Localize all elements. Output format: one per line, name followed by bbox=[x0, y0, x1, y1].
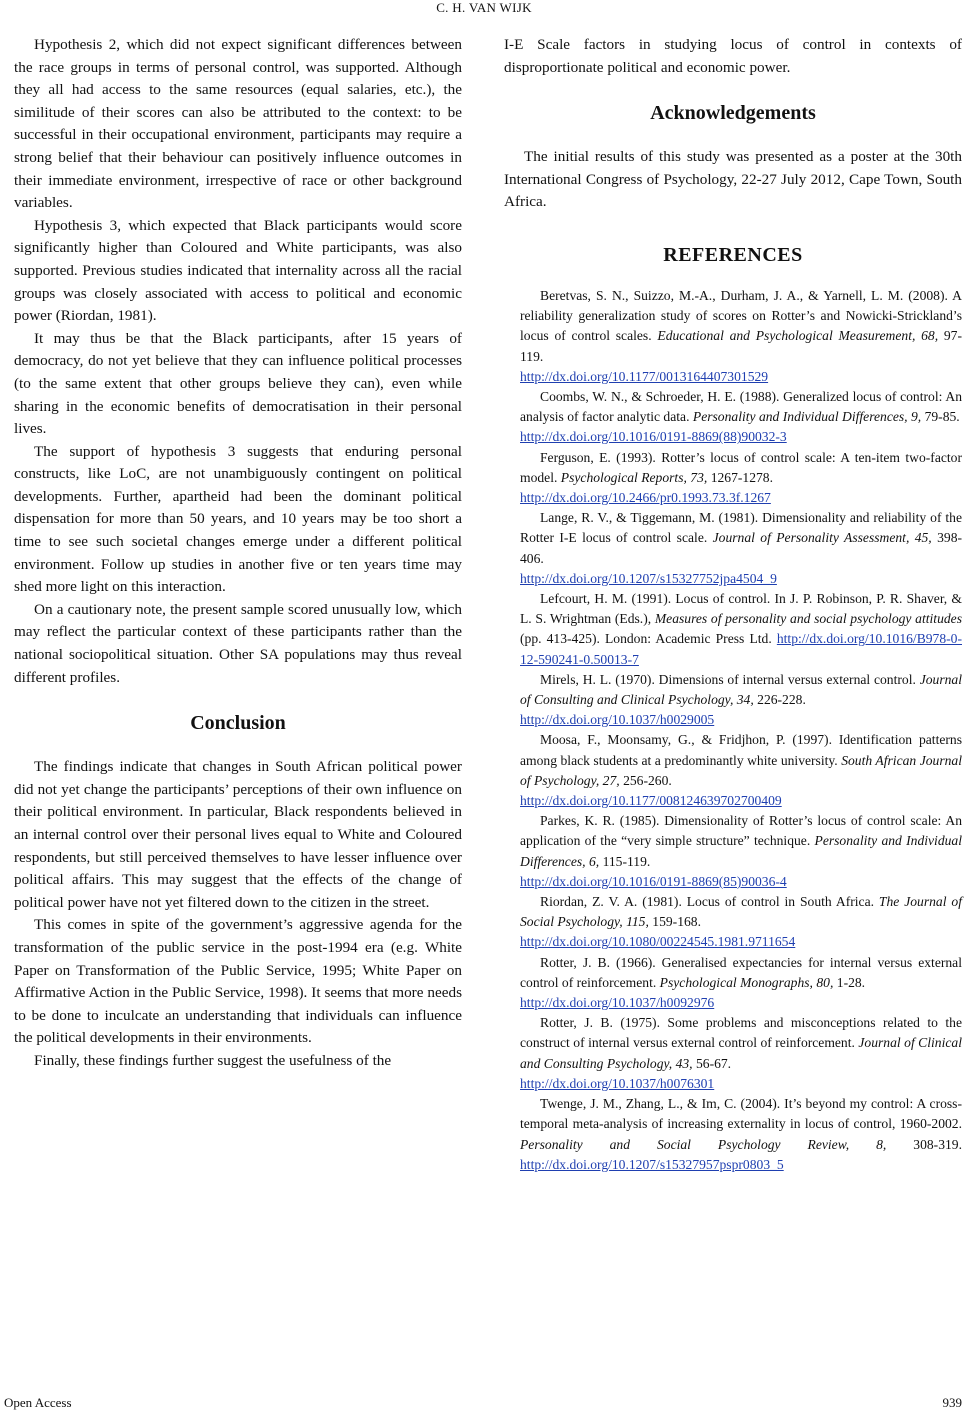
reference-pages: 1267-1278. bbox=[710, 469, 774, 485]
footer-open-access: Open Access bbox=[4, 1395, 72, 1410]
page-number: 939 bbox=[942, 1395, 962, 1410]
reference-pages: 308-319. bbox=[913, 1136, 962, 1152]
doi-link[interactable]: http://dx.doi.org/10.1016/B978-0-12-590241-0.50013-7 bbox=[520, 631, 962, 667]
reference-journal: Educational and Psychological Measurement, 68, bbox=[657, 328, 939, 344]
reference-journal: Measures of personality and social psychology attitudes bbox=[654, 611, 962, 627]
reference-journal: Journal of Consulting and Clinical Psychology, 34, bbox=[520, 671, 962, 708]
doi-link[interactable]: http://dx.doi.org/10.1016/0191-8869(85)90036-4 bbox=[520, 873, 787, 889]
reference-pages: 398-406. bbox=[520, 530, 963, 566]
reference-item bbox=[504, 953, 962, 1014]
doi-link[interactable]: http://dx.doi.org/10.1177/0013164407301529 bbox=[520, 368, 769, 384]
reference-journal: Journal of Personality Assessment, 45, bbox=[712, 530, 932, 546]
reference-item bbox=[504, 1094, 962, 1175]
running-head: C. H. VAN WIJK bbox=[436, 0, 532, 15]
reference-item bbox=[504, 448, 962, 509]
reference-item bbox=[504, 1013, 962, 1094]
conclusion-paragraph: The findings indicate that changes in South African political power did not yet change the participants’ perceptions of their own influence on their political environment. In particular, Black respondents believed in an internal control over their personal lives equal to White and Coloured respondents, but still perceived themselves to have lesser influence over political affairs. This may suggest that the effects of the change of political power have not yet filtered down to the citizen in the street. bbox=[14, 758, 462, 911]
reference-pages: (pp. 413-425). London: Academic Press Ltd. bbox=[520, 631, 772, 647]
reference-item bbox=[504, 892, 962, 953]
reference-journal: Journal of Clinical and Consulting Psychology, 43, bbox=[520, 1035, 962, 1071]
reference-authors-title: Rotter, J. B. (1975). Some problems and misconceptions related to the construct of internal versus external control of reinforcement. bbox=[520, 1015, 962, 1051]
discussion-paragraph: Hypothesis 3, which expected that Black participants would score significantly higher than Coloured and White participants, was also supported. Previous studies indicated that internality across all the racial groups was closely associated with access to political and economic power (Riordan, 1981). bbox=[14, 216, 462, 325]
discussion-paragraph: It may thus be that the Black participants, after 15 years of democracy, do not yet believe that they can influence political processes (to the same extent that other groups believe they can), even while sharing in the economic benefits of democratisation in their personal lives. bbox=[14, 329, 462, 438]
reference-pages: 56-67. bbox=[695, 1055, 732, 1071]
reference-journal: Personality and Individual Differences, 9, bbox=[692, 409, 922, 425]
reference-journal: South African Journal of Psychology, 27, bbox=[520, 752, 962, 788]
doi-link[interactable]: http://dx.doi.org/10.1207/s15327752jpa4504_9 bbox=[520, 570, 777, 586]
conclusion-paragraph: Finally, these findings further suggest the usefulness of the bbox=[34, 1051, 392, 1069]
reference-authors-title: Twenge, J. M., Zhang, L., & Im, C. (2004). It’s beyond my control: A cross-temporal meta-analysis of increasing externality in locus of control, 1960-2002. bbox=[520, 1096, 962, 1132]
reference-journal: The Journal of Social Psychology, 115, bbox=[520, 894, 962, 930]
reference-pages: 256-260. bbox=[623, 772, 672, 788]
references-heading: REFERENCES bbox=[663, 243, 803, 266]
doi-link[interactable]: http://dx.doi.org/10.2466/pr0.1993.73.3f.1267 bbox=[520, 490, 771, 505]
reference-item bbox=[504, 508, 962, 589]
reference-journal: Psychological Monographs, 80, bbox=[659, 974, 834, 990]
reference-item bbox=[504, 286, 962, 387]
reference-pages: 1-28. bbox=[836, 974, 866, 990]
reference-item bbox=[504, 730, 962, 811]
reference-authors-title: Lefcourt, H. M. (1991). Locus of control. In J. P. Robinson, P. R. Shaver, & L. S. Wrightman (Eds.), bbox=[520, 591, 962, 627]
reference-item bbox=[504, 670, 962, 731]
reference-pages: 97-119. bbox=[520, 328, 962, 364]
reference-list bbox=[504, 286, 962, 1175]
reference-authors-title: Mirels, H. L. (1970). Dimensions of internal versus external control. bbox=[540, 671, 916, 687]
reference-authors-title: Moosa, F., Moonsamy, G., & Fridjhon, P. (1997). Identification patterns among black students at a predominantly white university. bbox=[520, 732, 962, 768]
acknowledgements-heading: Acknowledgements bbox=[650, 102, 816, 125]
doi-link[interactable]: http://dx.doi.org/10.1080/00224545.1981.9711654 bbox=[520, 934, 796, 950]
reference-authors-title: Ferguson, E. (1993). Rotter’s locus of control scale: A ten-item two-factor model. bbox=[520, 449, 962, 485]
reference-pages: 226-228. bbox=[757, 692, 806, 708]
discussion-paragraphs bbox=[14, 34, 462, 689]
right-column bbox=[504, 34, 962, 1175]
doi-link[interactable]: http://dx.doi.org/10.1016/0191-8869(88)90032-3 bbox=[520, 429, 787, 445]
reference-authors-title: Rotter, J. B. (1966). Generalised expectancies for internal versus external control of reinforcement. bbox=[520, 954, 962, 990]
discussion-paragraph: On a cautionary note, the present sample scored unusually low, which may reflect the particular context of these participants rather than the national sociopolitical situation. Other SA populations may thus reveal different profiles. bbox=[14, 600, 462, 686]
reference-journal: Personality and Social Psychology Review, 8, bbox=[520, 1136, 887, 1152]
acknowledgements-text: The initial results of this study was presented as a poster at the 30th International Congress of Psychology, 22-27 July 2012, Cape Town, South Africa. bbox=[504, 148, 962, 211]
discussion-paragraph: The support of hypothesis 3 suggests that enduring personal constructs, like LoC, are not unambiguously contingent on political developments. Further, apartheid had been the dominant political dispensation for more than 50 years, and 10 years may be too short a time to see such societal changes emerge under a different political environment. Follow up studies in another five or ten years time may shed more light on this interaction. bbox=[14, 442, 462, 596]
reference-authors-title: Coombs, W. N., & Schroeder, H. E. (1988). Generalized locus of control: An analysis of factor analytic data. bbox=[520, 388, 962, 425]
conclusion-paragraph: This comes in spite of the government’s aggressive agenda for the transformation of the public service in the post-1994 era (e.g. White Paper on Transformation of the Public Service, 1995; White Paper on Affirmative Action in the Public Service, 1998). It seems that more needs to be done to inculcate an understanding that individuals can influence the political developments in their environments. bbox=[14, 916, 462, 1047]
continuation-paragraph: I-E Scale factors in studying locus of control in contexts of disproportionate political and economic power. bbox=[504, 36, 962, 76]
reference-pages: 79-85. bbox=[924, 409, 960, 425]
doi-link[interactable]: http://dx.doi.org/10.1037/h0029005 bbox=[520, 712, 715, 728]
left-column bbox=[14, 34, 462, 1073]
reference-authors-title: Lange, R. V., & Tiggemann, M. (1981). Dimensionality and reliability of the Rotter I-E locus of control scale. bbox=[520, 510, 962, 546]
reference-journal: Psychological Reports, 73, bbox=[560, 469, 708, 485]
reference-journal: Personality and Individual Differences, 6, bbox=[520, 833, 962, 869]
discussion-paragraph: Hypothesis 2, which did not expect significant differences between the race groups in terms of personal control, was supported. Although they all had access to the same resources (equal salaries, etc.), the similitude of their scores can also be attributed to the context: to be successful in their occupational environment, participants may require a strong belief that their behaviour can positively influence outcomes in their immediate environment, irrespective of race or other background variables. bbox=[14, 36, 462, 212]
reference-authors-title: Riordan, Z. V. A. (1981). Locus of control in South Africa. bbox=[540, 894, 874, 910]
doi-link[interactable]: http://dx.doi.org/10.1037/h0076301 bbox=[520, 1075, 715, 1091]
conclusion-paragraphs bbox=[14, 756, 462, 1072]
reference-authors-title: Beretvas, S. N., Suizzo, M.-A., Durham, J. A., & Yarnell, L. M. (2008). A reliability generalization study of scores on Rotter’s and Nowicki-Strickland’s locus of control scales. bbox=[520, 287, 962, 344]
conclusion-heading: Conclusion bbox=[190, 712, 286, 735]
doi-link[interactable]: http://dx.doi.org/10.1207/s15327957pspr0803_5 bbox=[520, 1156, 784, 1172]
doi-link[interactable]: http://dx.doi.org/10.1037/h0092976 bbox=[520, 995, 715, 1011]
reference-pages: 159-168. bbox=[652, 914, 701, 930]
reference-pages: 115-119. bbox=[602, 853, 651, 869]
reference-item bbox=[504, 387, 962, 448]
reference-authors-title: Parkes, K. R. (1985). Dimensionality of Rotter’s locus of control scale: An application of the “very simple structure” technique. bbox=[520, 813, 962, 849]
reference-item bbox=[504, 811, 962, 892]
doi-link[interactable]: http://dx.doi.org/10.1177/008124639702700409 bbox=[520, 793, 782, 809]
reference-item bbox=[504, 589, 962, 670]
